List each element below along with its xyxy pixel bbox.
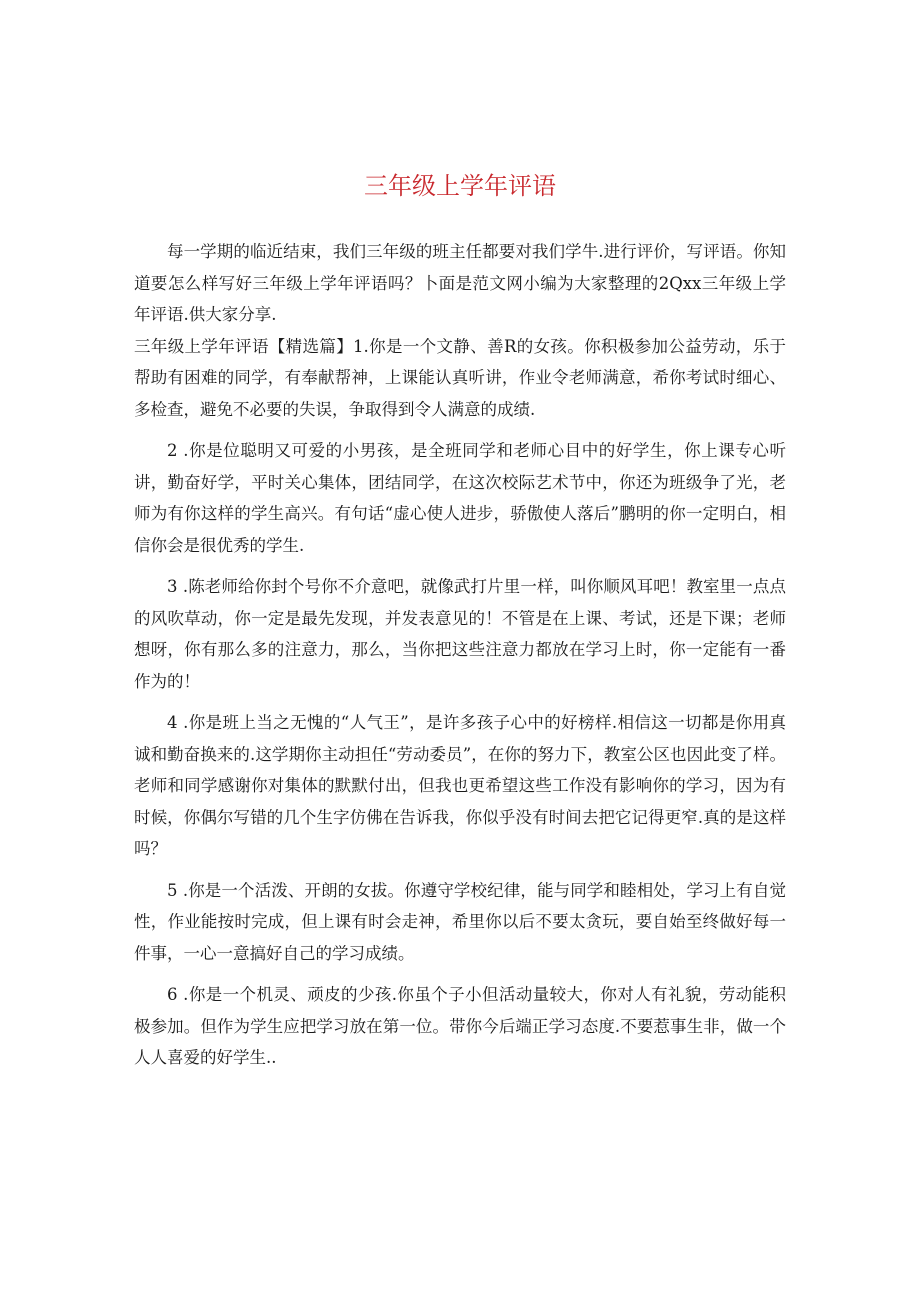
comment-paragraph-6: 6 .你是一个机灵、顽皮的少孩.你虽个子小但活动量较大，你对人有礼貌，劳动能积极参加。但作为学生应把学习放在第一位。带你今后端正学习态度.不要惹事生非，做一个人人喜爱的好学生.. — [134, 985, 786, 1067]
comment-paragraph-2: 2 .你是位聪明又可爱的小男孩，是全班同学和老师心目中的好学生，你上课专心听讲，勤奋好学，平时关心集体，团结同学，在这次校际艺术节中，你还为班级争了光，老师为有你这样的学生高兴。有句话“虚心使人进步，骄傲使人落后”鹏明的你一定明白，相信你会是很优秀的学生. — [134, 441, 786, 555]
intro-paragraph: 每一学期的临近结束，我们三年级的班主任都要对我们学牛.进行评价，写评语。你知道要怎么样写好三年级上学年评语吗？卜面是范文网小编为大家整理的2Qxx三年级上学年评语.供大家分享. — [134, 242, 786, 324]
section-lead-paragraph: 三年级上学年评语【精选篇】1.你是一个文静、善R的女孩。你积极参加公益劳动，乐于帮助有困难的同学，有奉献帮神，上课能认真听讲，作业令老师满意，希你考试时细心、多检查，避免不必要的失误，争取得到令人满意的成绩. — [134, 336, 786, 419]
comment-paragraph-5: 5 .你是一个活泼、开朗的女拔。你遵守学校纪律，能与同学和睦相处，学习上有自觉性，作业能按时完成，但上课有时会走神，希里你以后不要太贪玩，要自始至终做好每一件事，一心一意搞好自己的学习成绩。 — [134, 880, 786, 963]
comment-paragraph-3: 3 .陈老师给你封个号你不介意吧，就像武打片里一样，叫你顺风耳吧！教室里一点点的风吹草动，你一定是最先发现，并发表意见的！不管是在上课、考试，还是下课；老师想呀，你有那么多的注意力，那么，当你把这些注意力都放在学习上时，你一定能有一番作为的！ — [134, 577, 786, 691]
document-body — [134, 236, 786, 1074]
comment-paragraph-4: 4 .你是班上当之无愧的“人气王”，是许多孩子心中的好榜样.相信这一切都是你用真诚和勤奋换来的.这学期你主动担任“劳动委员”，在你的努力下，教室公区也因此变了样。老师和同学感谢你对集体的默默付出，但我也更希望这些工作没有影响你的学习，因为有时候，你偶尔写错的几个生字仿佛在告诉我，你似乎没有时间去把它记得更窄.真的是这样吗？ — [134, 713, 786, 858]
page-title: 三年级上学年评语 — [364, 172, 556, 200]
